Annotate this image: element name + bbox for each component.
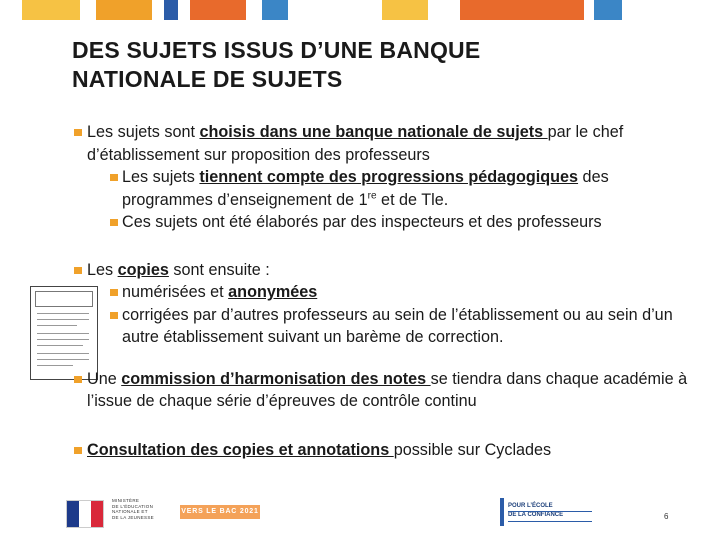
top-bar-segment xyxy=(190,0,246,20)
slide-title-line2: NATIONALE DE SUJETS xyxy=(72,66,343,92)
bullet-text: Une commission d’harmonisation des notes se tiendra dans chaque académie à l’issue de chaque série d’épreuves de contrôle continu xyxy=(87,369,688,410)
emphasis-text: commission d’harmonisation des notes xyxy=(121,369,431,388)
top-color-bar xyxy=(0,0,720,20)
sub-bullet-text: corrigées par d’autres professeurs au sein de l’établissement ou au sein d’un autre établissement suivant un barème de correction. xyxy=(122,305,673,346)
bullet-item xyxy=(74,121,694,166)
copy-line xyxy=(37,365,73,366)
emphasis-text: choisis dans une banque nationale de sujets xyxy=(199,123,548,141)
emphasis-text: Consultation des copies et annotations xyxy=(87,440,394,459)
copy-line xyxy=(37,325,77,326)
emphasis-text: anonymées xyxy=(228,283,318,301)
confiance-logo-rule xyxy=(508,511,592,512)
sub-bullet-item xyxy=(110,166,694,211)
bullet-item xyxy=(74,259,694,282)
slide-title xyxy=(72,36,672,94)
top-bar-segment xyxy=(382,0,428,20)
sub-bullet-item xyxy=(110,304,694,349)
bullet-square-icon xyxy=(74,376,82,383)
bullet-text: Les copies sont ensuite : xyxy=(87,260,270,279)
slide-title-line1: DES SUJETS ISSUS D’UNE BANQUE xyxy=(72,37,481,63)
bullet-item xyxy=(74,368,694,413)
bullet-item xyxy=(74,439,694,462)
ecole-confiance-logo xyxy=(500,498,592,528)
bullet-square-icon xyxy=(110,219,118,226)
confiance-logo-rule xyxy=(508,521,592,522)
top-bar-segment xyxy=(22,0,80,20)
bullet-text: Les sujets sont choisis dans une banque nationale de sujets par le chef d’établissement sur proposition des professeurs xyxy=(87,123,624,164)
ministry-logo-text: MINISTÈRE DE L’ÉDUCATION NATIONALE ET DE LA JEUNESSE xyxy=(112,498,154,520)
emphasis-text: copies xyxy=(117,260,169,279)
top-bar-segment xyxy=(164,0,178,20)
bullet-square-icon xyxy=(110,312,118,319)
bullet-square-icon xyxy=(74,129,82,136)
top-bar-segment xyxy=(262,0,288,20)
bullet-square-icon xyxy=(74,267,82,274)
bullet-square-icon xyxy=(110,289,118,296)
sub-bullet-text: numérisées et anonymées xyxy=(122,283,318,301)
sub-bullet-item xyxy=(110,281,694,304)
ministry-logo xyxy=(66,496,166,530)
sub-bullet-text: Ces sujets ont été élaborés par des inspecteurs et des professeurs xyxy=(122,213,602,231)
top-bar-segment xyxy=(594,0,622,20)
sub-bullet-text: Les sujets tiennent compte des progressions pédagogiques des programmes d’enseignement de 1re et de Tle. xyxy=(122,168,609,209)
page-number: 6 xyxy=(664,512,669,521)
confiance-logo-bar xyxy=(500,498,504,526)
emphasis-text: tiennent compte des progressions pédagogiques xyxy=(199,168,579,186)
top-bar-segment xyxy=(96,0,152,20)
bullet-square-icon xyxy=(74,447,82,454)
slide-content xyxy=(74,121,694,461)
confiance-logo-text: POUR L’ÉCOLE DE LA CONFIANCE xyxy=(508,503,564,518)
republique-flag-icon xyxy=(66,500,104,528)
sub-bullet-item xyxy=(110,211,694,234)
bullet-square-icon xyxy=(110,174,118,181)
bullet-text: Consultation des copies et annotations possible sur Cyclades xyxy=(87,440,552,459)
bac-2021-badge: VERS LE BAC 2021 xyxy=(180,505,260,519)
top-bar-segment xyxy=(460,0,584,20)
